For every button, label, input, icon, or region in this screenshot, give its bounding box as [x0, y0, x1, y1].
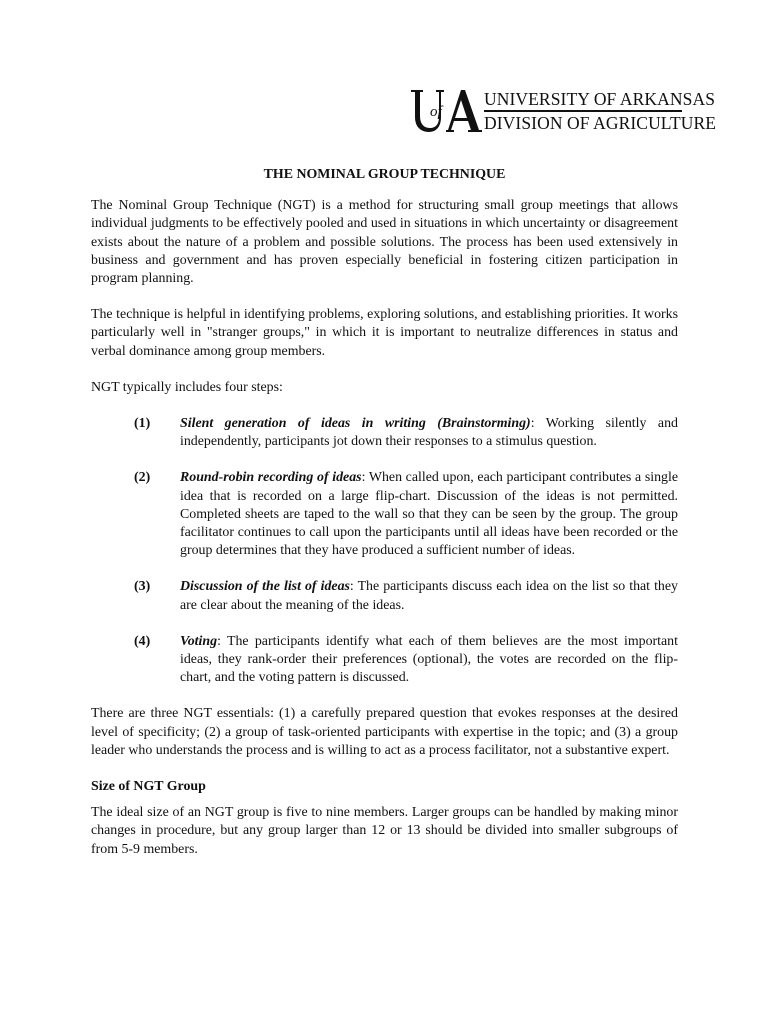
paragraph-size: The ideal size of an NGT group is five to nine members. Larger groups can be handled by making minor changes in procedure, but any group larger than 12 or 13 should be divided into smaller subgroups of from 5-9 members. [91, 805, 678, 857]
step-number: (1) [134, 416, 151, 432]
section-heading-size: Size of NGT Group [91, 779, 206, 795]
document-body [91, 166, 678, 877]
step-text: : Working silently and independently, participants jot down their responses to a stimulus question. [180, 416, 678, 450]
step-text: : The participants discuss each idea on the list so that they are clear about the meaning of the ideas. [180, 579, 678, 613]
step-number: (3) [134, 579, 151, 595]
list-item-step-2 [91, 469, 678, 560]
step-lead: Voting [180, 633, 218, 649]
logo-line-university: UNIVERSITY OF ARKANSAS [484, 89, 716, 109]
logo-line-division: DIVISION OF AGRICULTURE [484, 112, 717, 133]
paragraph-intro: The Nominal Group Technique (NGT) is a method for structuring small group meetings that allows individual judgments to be effectively pooled and used in situations in which uncertainty or disagreement exists about the nature of a problem and possible solutions. The process has been used extensively in business and government and has proven especially beneficial in fostering citizen participation in program planning. [91, 198, 678, 287]
step-number: (2) [134, 470, 151, 486]
list-item-step-1 [91, 415, 678, 451]
svg-text:of: of [430, 104, 442, 120]
paragraph-steps-intro: NGT typically includes four steps: [91, 379, 283, 395]
step-number: (4) [134, 633, 151, 649]
step-text: : The participants identify what each of them believes are the most important ideas, they rank-order their preferences (optional), the votes are recorded on the flip-chart, and the voting pattern is discussed. [180, 633, 678, 686]
university-logo [408, 86, 717, 134]
list-item-step-3 [91, 578, 678, 614]
document-title: THE NOMINAL GROUP TECHNIQUE [263, 167, 506, 182]
step-text: : When called upon, each participant contributes a single idea that is recorded on a large flip-chart. Discussion of the ideas is not permitted. Completed sheets are taped to the wall so that they can be seen by the group. The group facilitator continues to call upon the participants until all ideas have been recorded or the group determines that they have produced a sufficient number of ideas. [180, 470, 678, 559]
step-lead: Silent generation of ideas in writing (Brainstorming) [180, 416, 531, 432]
steps-list [91, 415, 678, 687]
paragraph-essentials: There are three NGT essentials: (1) a carefully prepared question that evokes responses at the desired level of specificity; (2) a group of task-oriented participants with expertise in the topic; and (3) a group leader who understands the process and is willing to act as a process facilitator, not a substantive expert. [91, 706, 678, 758]
list-item-step-4 [91, 633, 678, 688]
step-lead: Discussion of the list of ideas [180, 579, 350, 595]
paragraph-technique: The technique is helpful in identifying problems, exploring solutions, and establishing priorities. It works particularly well in "stranger groups," in which it is important to neutralize differences in status and verbal dominance among group members. [91, 307, 678, 359]
uofa-monogram-icon [408, 86, 484, 134]
step-lead: Round-robin recording of ideas [180, 470, 362, 486]
